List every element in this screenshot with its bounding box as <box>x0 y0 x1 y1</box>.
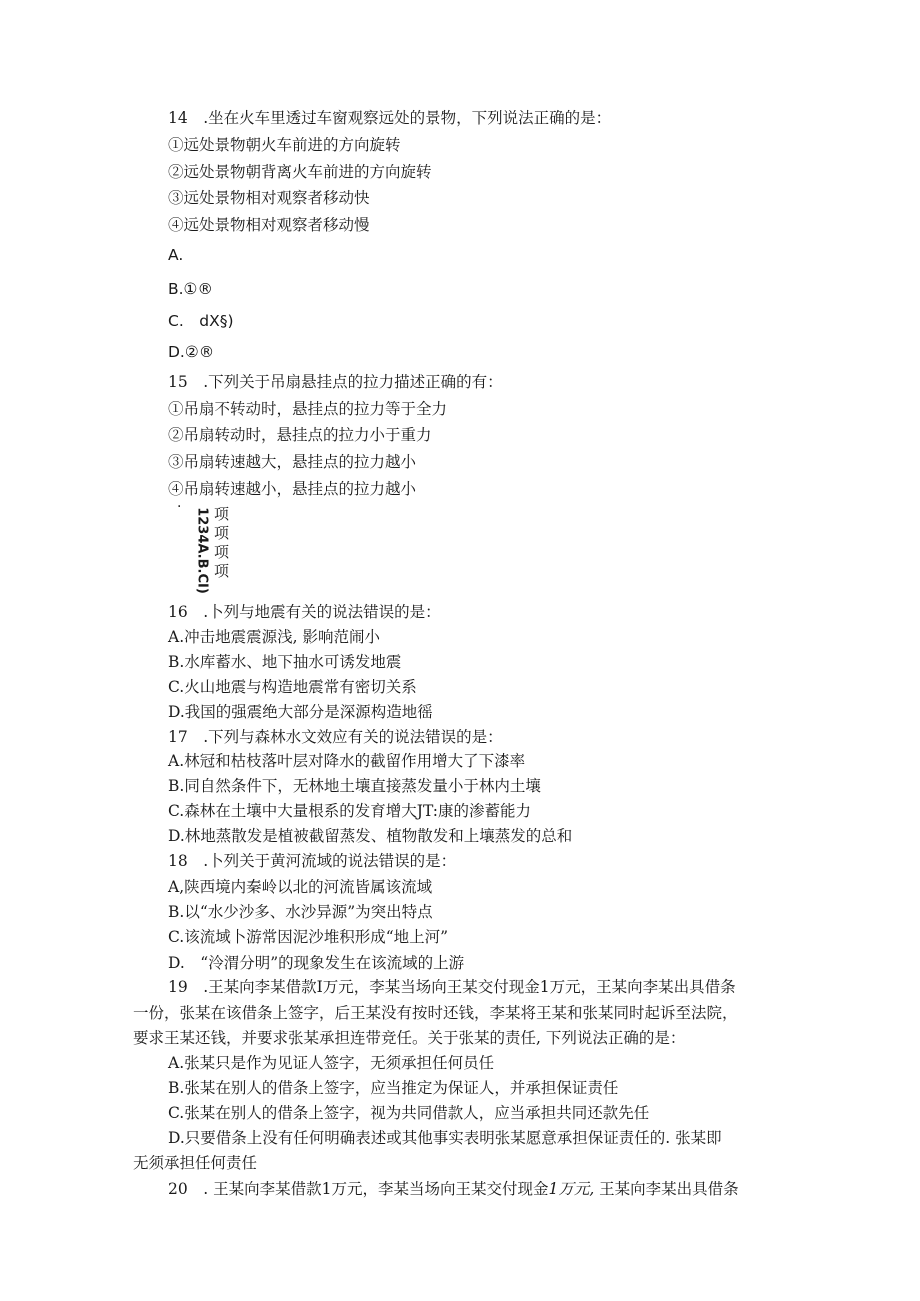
q16-option-a: A.冲击地震震源浅, 影响范闹小 <box>168 628 380 646</box>
q18-option-c: C.该流域卜游常因泥沙堆积形成“地上河” <box>168 928 449 946</box>
q14-choice-a: A. <box>168 246 184 264</box>
q20-stem-start: 20 . 王某向李某借款1万元，李某当场向王某交付现金 <box>168 1180 549 1198</box>
q18-option-a: A,陕西境内秦岭以北的河流皆属该流域 <box>168 878 433 896</box>
q18-option-b: B.以“水少沙多、水沙异源”为突出特点 <box>168 903 433 921</box>
q17-option-c: C.森林在土壤中大量根系的发育增大JT:康的渗蓄能力 <box>168 802 531 820</box>
q18-stem: 18 .卜列关于黄河流域的说法错误的是： <box>168 852 457 870</box>
q17-option-a: A.林冠和枯枝落叶层对降水的截留作用增大了下漆率 <box>168 752 526 770</box>
q14-option-3: ③远处景物相对观察者移动快 <box>168 189 370 207</box>
q20-stem <box>168 1178 739 1200</box>
q19-stem-line-3: 要求王某还钱，并要求张某承担连带竞任。关于张某的责任, 下列说法正确的是： <box>133 1029 686 1047</box>
q14-stem: 14 .坐在火车里透过车窗观察远处的景物，下列说法正确的是： <box>168 109 612 127</box>
q19-option-b: B.张某在别人的借条上签字，应当推定为保证人，并承担保证责任 <box>168 1079 619 1097</box>
q15-item-4: 项 <box>214 562 230 580</box>
q19-option-d-continuation: 无须承担任何责任 <box>133 1154 258 1172</box>
q14-option-2: ②远处景物朝背离火车前进的方向旋转 <box>168 163 432 181</box>
q15-choice-items <box>214 505 229 581</box>
q15-vertical-dot: · <box>177 499 182 515</box>
q18-option-d: D. “泠渭分明”的现象发生在该流域的上游 <box>168 954 465 972</box>
q14-choice-c: C. dX§) <box>168 312 234 330</box>
q14-option-1: ①远处景物朝火车前进的方向旋转 <box>168 136 401 154</box>
q20-stem-italic: 1万元, <box>548 1180 595 1198</box>
q15-item-2: 项 <box>214 524 230 542</box>
q15-item-3: 项 <box>214 543 230 561</box>
q16-option-c: C.火山地震与构造地震常有密切关系 <box>168 678 417 696</box>
q16-option-b: B.水库蓄水、地下抽水可诱发地震 <box>168 653 402 671</box>
q17-option-b: B.同自然条件下，无林地土壤直接蒸发量小于林内土壤 <box>168 777 541 795</box>
q16-option-d: D.我国的强震绝大部分是深源构造地徭 <box>168 703 433 721</box>
q15-option-1: ①吊扇不转动时，悬挂点的拉力等于全力 <box>168 400 448 418</box>
q15-option-3: ③吊扇转速越大，悬挂点的拉力越小 <box>168 453 417 471</box>
q14-choice-d: D.②® <box>168 343 215 361</box>
q15-option-2: ②吊扇转动时，悬挂点的拉力小于重力 <box>168 426 432 444</box>
q17-stem: 17 .下列与森林水文效应有关的说法错误的是： <box>168 728 503 746</box>
q19-option-c: C.张某在别人的借条上签字，视为共同借款人，应当承担共同还款先任 <box>168 1104 650 1122</box>
q15-vertical-label: 1234A.B.CI) <box>194 507 210 594</box>
q19-stem-line-2: 一份，张某在该借条上签字，后王某没有按时还钱，李某将王某和张某同时起诉至法院， <box>133 1004 738 1022</box>
q20-stem-tail: 王某向李某出具借条 <box>594 1180 739 1198</box>
q19-stem-line-1: 19 .王某向李某借款I万元，李某当场向王某交付现金1万元，王某向李某出具借条 <box>168 978 736 996</box>
q19-option-a: A.张某只是作为见证人签字，无须承担任何员任 <box>168 1054 495 1072</box>
q15-option-4: ④吊扇转速越小，悬挂点的拉力越小 <box>168 480 417 498</box>
q19-option-d: D.只要借条上没有任何明确表述或其他事实表明张某愿意承担保证责任的. 张某即 <box>168 1129 722 1147</box>
q15-item-1: 项 <box>214 505 230 523</box>
q16-stem: 16 .卜列与地震有关的说法错误的是： <box>168 603 441 621</box>
q15-stem: 15 .下列关于吊扇悬挂点的拉力描述正确的有： <box>168 373 503 391</box>
q17-option-d: D.林地蒸散发是植被截留蒸发、植物散发和上壤蒸发的总和 <box>168 827 573 845</box>
q15-rotated-choices <box>177 499 250 595</box>
q14-option-4: ④远处景物相对观察者移动慢 <box>168 216 370 234</box>
q14-choice-b: B.①® <box>168 280 213 298</box>
